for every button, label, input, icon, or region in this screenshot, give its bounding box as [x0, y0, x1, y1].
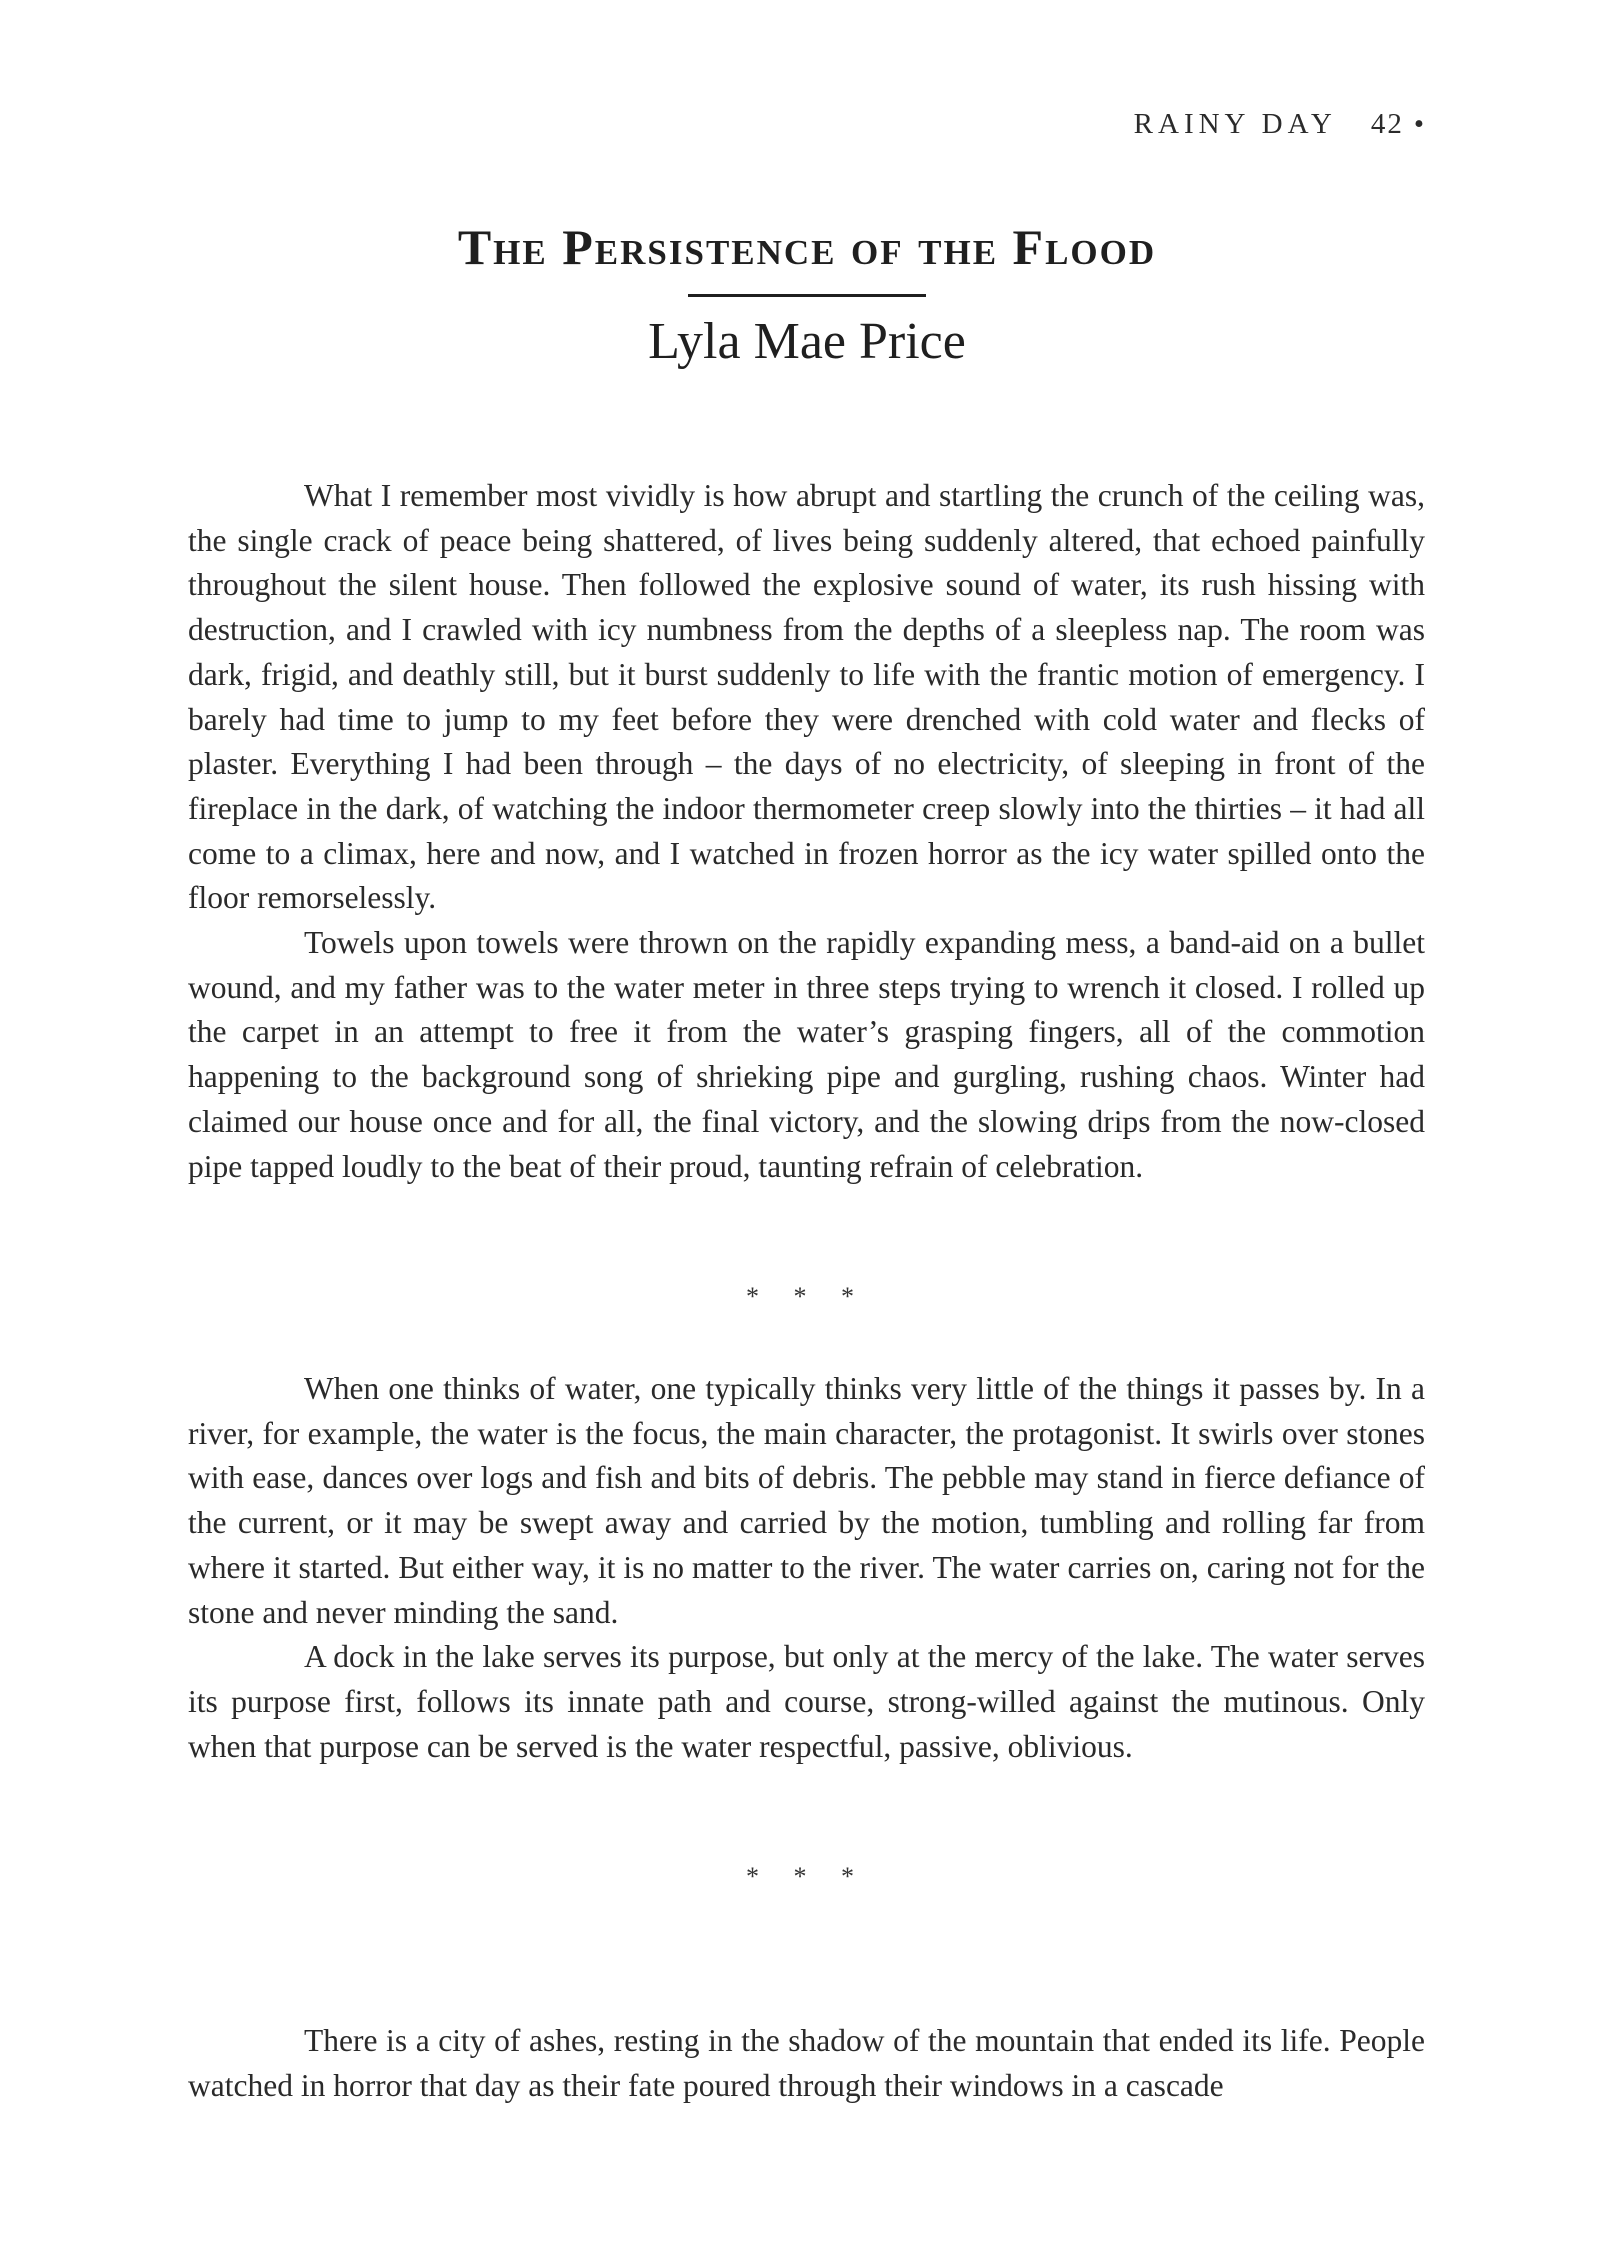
- bullet-icon: •: [1413, 108, 1424, 140]
- running-head: [1134, 108, 1424, 141]
- running-head-title: RAINY DAY: [1133, 108, 1337, 140]
- article-author: Lyla Mae Price: [648, 313, 966, 370]
- section-3: [188, 2019, 1425, 2108]
- page-number: 42: [1370, 108, 1404, 140]
- paragraph: There is a city of ashes, resting in the shadow of the mountain that ended its life. People watched in horror that day as their fate poured through their windows in a cascade: [188, 2023, 1425, 2103]
- section-1: [188, 474, 1425, 1189]
- title-divider: [688, 294, 926, 297]
- paragraph: When one thinks of water, one typically thinks very little of the things it passes by. In a river, for example, the water is the focus, the main character, the protagonist. It swirls over stones with ease, dances over logs and fish and bits of debris. The pebble may stand in fierce defiance of the current, or it may be swept away and carried by the motion, tumbling and rolling far from where it started. But either way, it is no matter to the river. The water carries on, caring not for the stone and never minding the sand.: [188, 1371, 1425, 1630]
- paragraph: What I remember most vividly is how abrupt and startling the crunch of the ceiling was, the single crack of peace being shattered, of lives being suddenly altered, that echoed painfully throughout the silent house. Then followed the explosive sound of water, its rush hissing with destruction, and I crawled with icy numbness from the depths of a sleepless nap. The room was dark, frigid, and deathly still, but it burst suddenly to life with the frantic motion of emergency. I barely had time to jump to my feet before they were drenched with cold water and flecks of plaster. Everything I had been through – the days of no electricity, of sleeping in front of the fireplace in the dark, of watching the indoor thermometer creep slowly into the thirties – it had all come to a climax, here and now, and I watched in frozen horror as the icy water spilled onto the floor remorselessly.: [188, 478, 1425, 916]
- paragraph: Towels upon towels were thrown on the rapidly expanding mess, a band-aid on a bullet wound, and my father was to the water meter in three steps trying to wrench it closed. I rolled up the carpet in an attempt to free it from the water’s grasping fingers, all of the commotion happening to the background song of shrieking pipe and gurgling, rushing chaos. Winter had claimed our house once and for all, the final victory, and the slowing drips from the now-closed pipe tapped loudly to the beat of their proud, taunting refrain of celebration.: [188, 925, 1425, 1184]
- section-2: [188, 1367, 1425, 1769]
- article-title: The Persistence of the Flood: [457, 219, 1157, 275]
- paragraph: A dock in the lake serves its purpose, but only at the mercy of the lake. The water serves its purpose first, follows its innate path and course, strong-willed against the mutinous. Only when that purpose can be served is the water respectful, passive, oblivious.: [188, 1639, 1425, 1764]
- section-separator: * * *: [746, 1282, 868, 1311]
- section-separator: * * *: [746, 1862, 868, 1891]
